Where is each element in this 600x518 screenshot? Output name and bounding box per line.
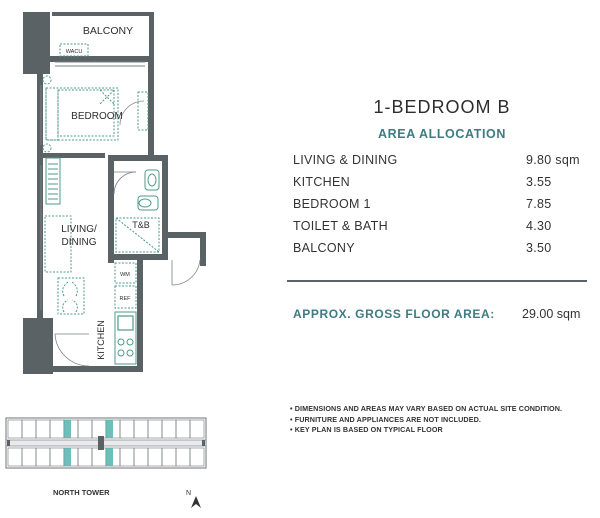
- area-value: 9.80 sqm: [526, 153, 580, 167]
- tb-door: [114, 172, 136, 194]
- area-row: [293, 153, 593, 175]
- living-label: LIVING/: [61, 224, 97, 235]
- dining-label: DINING: [61, 237, 97, 248]
- tb-label: T&B: [132, 220, 150, 230]
- bedroom-bottom-wall: [43, 153, 105, 158]
- area-row: [293, 175, 593, 197]
- kitchen-label: KITCHEN: [96, 320, 106, 360]
- note-item: • FURNITURE AND APPLIANCES ARE NOT INCLUDED.: [290, 414, 481, 424]
- tb-right-wall: [162, 155, 168, 260]
- area-allocation-heading: AREA ALLOCATION: [378, 127, 506, 141]
- north-arrow-icon: [191, 496, 201, 508]
- column-bottom-left: [23, 318, 53, 374]
- key-plan: [6, 418, 206, 468]
- area-value: 3.55: [526, 175, 552, 189]
- area-room: BEDROOM 1: [293, 197, 371, 211]
- area-row: [293, 197, 593, 219]
- unit-title: 1-BEDROOM B: [373, 97, 511, 117]
- bedroom-door-swing: [120, 101, 144, 125]
- area-allocation-table: [293, 153, 593, 263]
- area-row: [293, 241, 593, 263]
- ref-label: REF: [119, 296, 131, 302]
- disclaimer-notes: [290, 404, 595, 436]
- area-value: 4.30: [526, 219, 552, 233]
- bathroom-fixtures: [116, 170, 159, 252]
- tb-bottom-wall: [114, 254, 162, 260]
- bedroom-label: BEDROOM: [71, 111, 123, 122]
- area-room: KITCHEN: [293, 175, 350, 189]
- gross-area-value: 29.00 sqm: [522, 307, 581, 321]
- wardrobe: [46, 158, 60, 204]
- area-value: 3.50: [526, 241, 552, 255]
- area-room: TOILET & BATH: [293, 219, 388, 233]
- entry-right-wall: [200, 232, 206, 266]
- wacu-unit: [60, 44, 88, 56]
- entry-door: [172, 260, 200, 285]
- north-label: N: [186, 490, 192, 497]
- divider: [287, 280, 587, 282]
- main-door: [55, 334, 89, 366]
- wacu-label: WACU: [65, 49, 83, 55]
- left-wall: [37, 62, 43, 320]
- key-plan-tower-label: NORTH TOWER: [53, 488, 110, 497]
- tb-top-wall: [108, 155, 168, 161]
- bedroom-right-wall: [148, 62, 154, 158]
- gross-area-label: APPROX. GROSS FLOOR AREA:: [293, 307, 495, 321]
- balcony-label: BALCONY: [82, 25, 134, 37]
- kitchen-right-wall: [137, 260, 143, 372]
- bedroom-top-wall: [50, 56, 154, 62]
- area-room: BALCONY: [293, 241, 355, 255]
- balcony-rail: [52, 12, 154, 16]
- column-top-left: [23, 12, 50, 74]
- note-item: • DIMENSIONS AND AREAS MAY VARY BASED ON ACTUAL SITE CONDITION.: [290, 404, 563, 413]
- kitchen-fixtures: [115, 263, 136, 364]
- entry-top-wall: [162, 232, 206, 238]
- tb-left-wall: [108, 155, 114, 263]
- bottom-wall: [53, 366, 143, 372]
- floor-plan: [0, 0, 290, 518]
- note-item: • KEY PLAN IS BASED ON TYPICAL FLOOR: [290, 425, 443, 434]
- area-row: [293, 219, 593, 241]
- area-room: LIVING & DINING: [293, 153, 398, 167]
- area-value: 7.85: [526, 197, 552, 211]
- wm-label: WM: [120, 272, 130, 278]
